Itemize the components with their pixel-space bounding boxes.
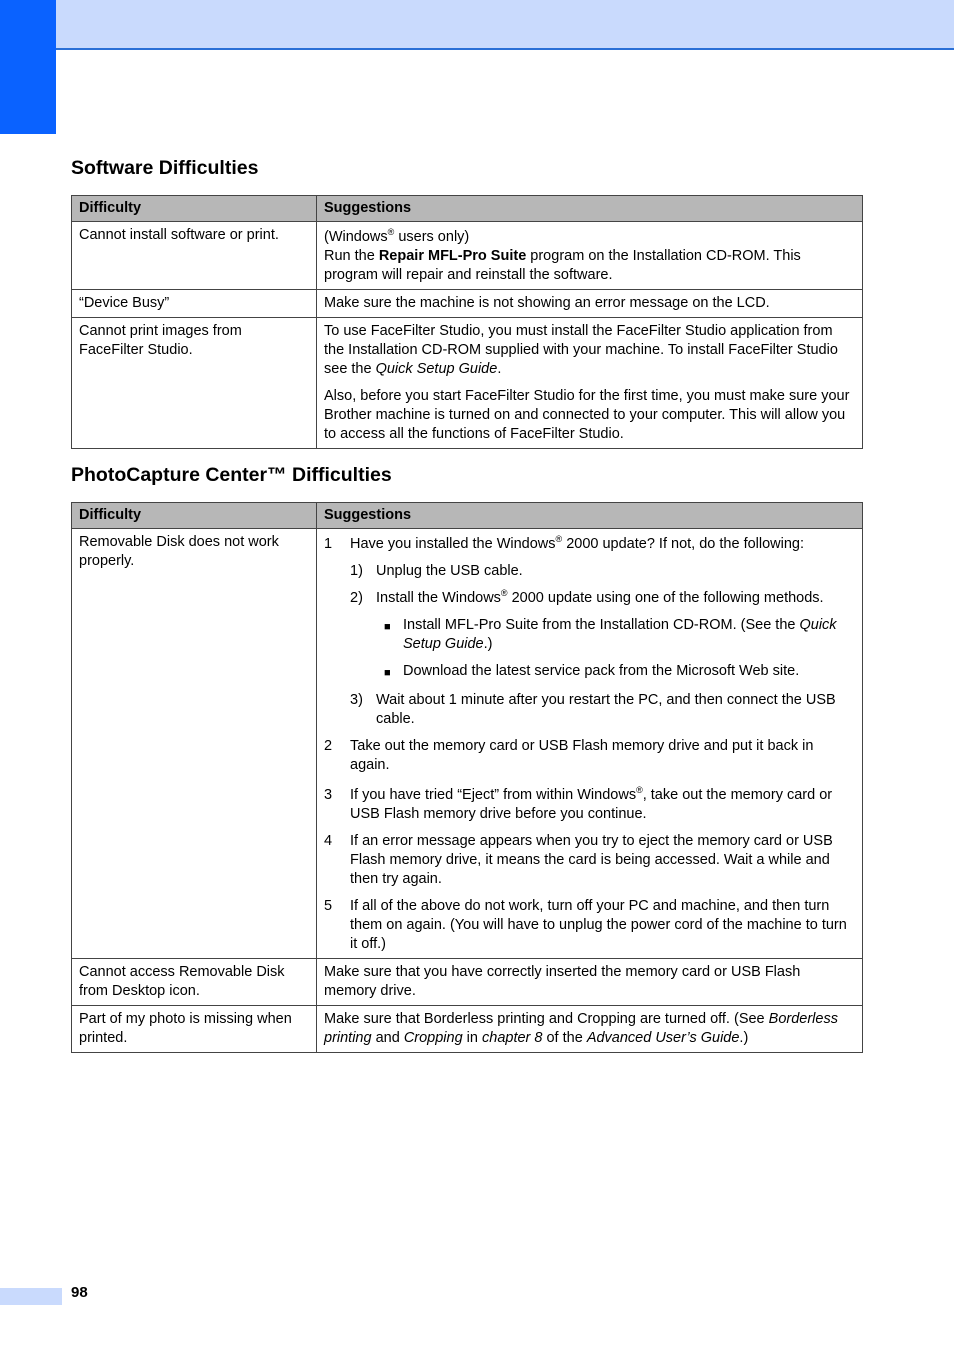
suggestion-cell: Make sure that you have correctly inserted the memory card or USB Flash memory drive. — [317, 959, 863, 1006]
page-number-tab — [0, 1288, 62, 1305]
registered-mark: ® — [636, 785, 643, 795]
step-text: Have you installed the Windows® 2000 update? If not, do the following: — [350, 534, 805, 552]
photocapture-section-title: PhotoCapture Center™ Difficulties — [71, 464, 392, 486]
numbered-step — [324, 786, 855, 824]
difficulty-cell: Cannot install software or print. — [72, 222, 317, 290]
table-header-row — [72, 196, 863, 222]
table-row — [72, 290, 863, 318]
sub-step-number: 2) — [350, 590, 363, 606]
table-row — [72, 1006, 863, 1053]
step-number: 4 — [324, 833, 333, 849]
table-row — [72, 222, 863, 290]
registered-mark: ® — [387, 227, 395, 237]
square-bullet-icon: ■ — [384, 667, 391, 679]
italic-text: Quick Setup Guide — [375, 361, 498, 377]
registered-mark: ® — [500, 588, 508, 598]
photocapture-table — [71, 502, 863, 1053]
column-header-difficulty: Difficulty — [72, 503, 317, 529]
step-text: Take out the memory card or USB Flash memory drive and put it back in again. — [350, 738, 814, 773]
difficulty-cell: Cannot access Removable Disk from Desktop icon. — [72, 959, 317, 1006]
sub-step-number: 3) — [350, 692, 363, 708]
text: program on the Installation CD-ROM. This program will repair and reinstall the software. — [324, 248, 801, 283]
difficulty-cell: Removable Disk does not work properly. — [72, 529, 317, 959]
suggestion-cell — [317, 529, 863, 959]
text: (Windows — [324, 229, 388, 245]
column-header-suggestions: Suggestions — [317, 503, 863, 529]
column-header-difficulty: Difficulty — [72, 196, 317, 222]
text: Also, before you start FaceFilter Studio for the first time, you must make sure your Brother machine is turned on and connected to your computer. This will allow you to access all the functions of FaceFilter Studio. — [324, 388, 850, 442]
table-row — [72, 959, 863, 1006]
table-row — [72, 529, 863, 959]
registered-mark: ® — [555, 534, 563, 544]
text: users only) — [394, 229, 470, 245]
table-header-row — [72, 503, 863, 529]
text: Run the — [324, 248, 379, 264]
numbered-step — [324, 535, 855, 554]
suggestion-cell: Make sure the machine is not showing an error message on the LCD. — [317, 290, 863, 318]
numbered-step — [324, 897, 855, 954]
sub-step-text: Install the Windows® 2000 update using one of the following methods. — [376, 588, 824, 606]
text: . — [497, 361, 502, 377]
step-number: 3 — [324, 787, 333, 803]
step-number: 5 — [324, 898, 333, 914]
step-text: If all of the above do not work, turn off your PC and machine, and then turn them on again. (You will have to unplug the power cord of the machine to turn it off.) — [350, 898, 847, 952]
sub-step-number: 1) — [350, 563, 363, 579]
sub-step-text: Wait about 1 minute after you restart the PC, and then connect the USB cable. — [376, 692, 836, 727]
step-text: If you have tried “Eject” from within Windows®, take out the memory card or USB Flash memory drive before you continue. — [350, 785, 833, 822]
difficulty-cell: Part of my photo is missing when printed. — [72, 1006, 317, 1053]
suggestion-cell: Make sure that Borderless printing and Cropping are turned off. (See Borderless printing and Cropping in chapter 8 of the Advanced User’s Guide.) — [317, 1006, 863, 1053]
step-number: 2 — [324, 738, 333, 754]
bullet-text: Download the latest service pack from the Microsoft Web site. — [403, 663, 800, 679]
suggestion-cell — [317, 222, 863, 290]
sub-step — [350, 589, 855, 608]
software-table — [71, 195, 863, 449]
software-section-title: Software Difficulties — [71, 157, 259, 179]
sub-step — [350, 691, 855, 729]
step-text: If an error message appears when you try to eject the memory card or USB Flash memory drive, it means the card is being accessed. Wait a while and then try again. — [350, 833, 833, 887]
suggestion-cell — [317, 318, 863, 449]
header-band — [0, 0, 954, 50]
bullet-item — [384, 616, 855, 654]
square-bullet-icon: ■ — [384, 621, 391, 633]
step-number: 1 — [324, 536, 333, 552]
column-header-suggestions: Suggestions — [317, 196, 863, 222]
page-number: 98 — [71, 1284, 88, 1301]
chapter-tab — [0, 0, 56, 134]
sub-step-text: Unplug the USB cable. — [376, 563, 523, 579]
text: To use FaceFilter Studio, you must install the FaceFilter Studio application from the Installation CD-ROM supplied with your machine. To install FaceFilter Studio see the — [324, 323, 838, 377]
sub-step — [350, 562, 855, 581]
numbered-step — [324, 832, 855, 889]
bullet-text: Install MFL-Pro Suite from the Installation CD-ROM. (See the Quick Setup Guide.) — [403, 617, 837, 652]
difficulty-cell: “Device Busy” — [72, 290, 317, 318]
numbered-step — [324, 737, 855, 775]
difficulty-cell: Cannot print images from FaceFilter Studio. — [72, 318, 317, 449]
table-row — [72, 318, 863, 449]
bold-text: Repair MFL-Pro Suite — [378, 248, 527, 264]
bullet-item — [384, 662, 855, 683]
